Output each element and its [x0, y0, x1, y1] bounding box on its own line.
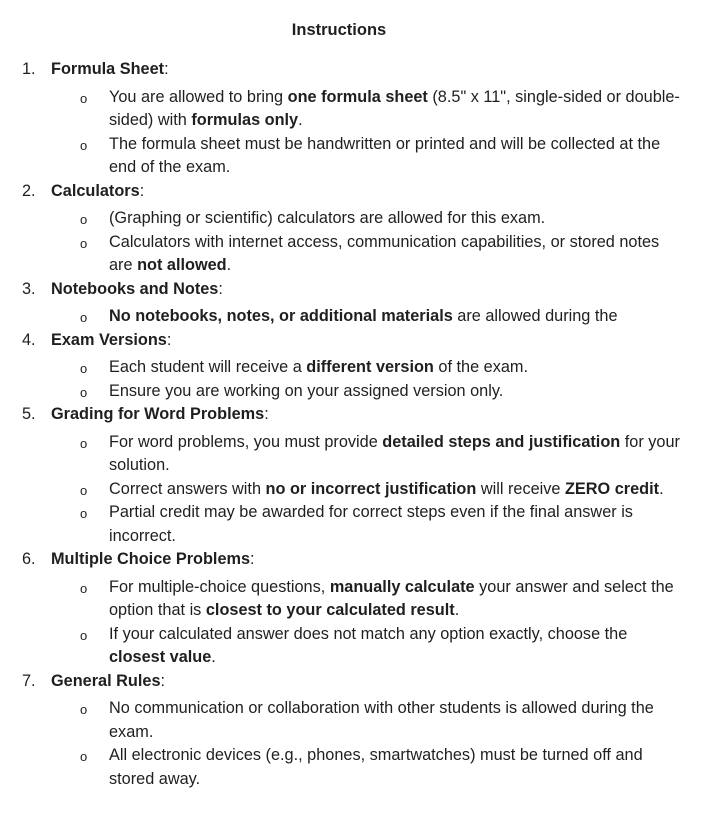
hollow-circle-bullet-icon: o	[80, 627, 88, 643]
text-run: .	[211, 648, 216, 666]
text-run: Ensure you are working on your assigned version only.	[109, 381, 504, 400]
bullet-item	[0, 380, 703, 404]
bullet-text	[109, 88, 680, 130]
hollow-circle-bullet-icon: o	[80, 361, 88, 376]
bullet-item	[0, 431, 703, 478]
bullet-text	[109, 625, 627, 667]
bold-text-run: no or incorrect justification	[265, 479, 477, 498]
section-heading-text: Exam Versions	[51, 330, 167, 349]
text-run: For word problems, you must provide	[109, 432, 383, 451]
bullet-item	[0, 623, 703, 670]
hollow-circle-bullet-icon: o	[80, 384, 88, 400]
bullet-item	[0, 501, 703, 548]
section-heading-text: Notebooks and Notes	[51, 279, 219, 298]
instruction-section	[0, 329, 703, 404]
bullet-item	[0, 86, 703, 133]
text-run: If your calculated answer does not match any option exactly, choose the	[109, 624, 628, 643]
section-heading-row	[0, 670, 703, 694]
bullet-text	[109, 135, 660, 177]
text-run: of the exam.	[433, 358, 528, 376]
text-run: will receive	[476, 479, 565, 498]
hollow-circle-bullet-icon: o	[80, 137, 88, 153]
bullet-list	[0, 82, 703, 180]
text-run: Each student will receive a	[109, 358, 307, 376]
instruction-section	[0, 403, 703, 548]
text-run: .	[226, 256, 232, 274]
bullet-item	[0, 207, 703, 231]
bullet-text	[109, 382, 503, 400]
instruction-section	[0, 278, 703, 329]
instruction-section	[0, 670, 703, 792]
bold-text-run: manually calculate	[329, 577, 475, 596]
bullet-item	[0, 356, 703, 380]
section-heading-text: Formula Sheet	[51, 60, 165, 78]
instruction-section	[0, 58, 703, 180]
section-heading-colon: :	[264, 405, 269, 423]
bullet-list	[0, 693, 703, 791]
hollow-circle-bullet-icon: o	[80, 702, 88, 717]
page-title: Instructions	[291, 21, 387, 39]
bullet-text	[109, 433, 680, 475]
hollow-circle-bullet-icon: o	[80, 749, 88, 764]
section-heading-colon: :	[139, 181, 145, 200]
section-number: 5.	[22, 405, 36, 423]
section-heading	[51, 180, 144, 204]
bullet-item	[0, 576, 703, 623]
bullet-text	[109, 233, 659, 275]
section-number: 3.	[22, 279, 36, 298]
section-number: 7.	[22, 671, 36, 690]
bullet-text	[109, 503, 633, 545]
bold-text-run: closest value	[109, 648, 212, 666]
text-run: your answer and select the option that is	[109, 577, 674, 619]
instruction-section	[0, 180, 703, 278]
bullet-list	[0, 352, 703, 403]
section-number: 2.	[22, 181, 36, 200]
text-run: .	[454, 601, 460, 619]
text-run: All electronic devices (e.g., phones, smartwatches) must be turned off and stored away.	[109, 746, 643, 788]
bold-text-run: detailed steps and justification	[382, 432, 621, 451]
bullet-text	[109, 358, 528, 376]
section-number: 4.	[22, 330, 36, 349]
bold-text-run: different version	[306, 358, 434, 376]
bullet-text	[109, 746, 643, 788]
bullet-text	[109, 307, 618, 325]
text-run: (8.5" x 11", single-sided or double-sided) with	[109, 87, 680, 129]
bold-text-run: ZERO credit	[564, 479, 660, 498]
text-run: You are allowed to bring	[109, 87, 288, 106]
instruction-section	[0, 548, 703, 670]
section-heading	[51, 329, 171, 353]
bold-text-run: No notebooks, notes, or additional materials	[109, 307, 453, 325]
section-heading-text: General Rules	[51, 671, 161, 690]
section-heading	[51, 58, 169, 82]
bullet-list	[0, 427, 703, 549]
text-run: are allowed during the	[452, 307, 618, 325]
bold-text-run: formulas only	[191, 111, 299, 129]
bold-text-run: closest to your calculated result	[205, 601, 455, 619]
bullet-item	[0, 305, 703, 329]
instructions-list	[0, 58, 703, 791]
section-heading	[51, 548, 255, 572]
section-heading-row	[0, 58, 703, 82]
section-heading-row	[0, 548, 703, 572]
hollow-circle-bullet-icon: o	[80, 235, 88, 251]
text-run: The formula sheet must be handwritten or printed and will be collected at the end of the exam.	[109, 134, 661, 176]
hollow-circle-bullet-icon: o	[80, 435, 88, 451]
section-heading	[51, 670, 165, 694]
section-heading-text: Grading for Word Problems	[51, 405, 265, 423]
text-run: for your solution.	[109, 432, 680, 474]
section-heading-row	[0, 329, 703, 353]
bold-text-run: one formula sheet	[287, 87, 428, 106]
text-run: .	[298, 111, 303, 129]
text-run: .	[659, 479, 664, 498]
bullet-list	[0, 301, 703, 329]
section-heading-text: Multiple Choice Problems	[51, 550, 251, 568]
section-heading	[51, 403, 269, 427]
bullet-item	[0, 231, 703, 278]
hollow-circle-bullet-icon: o	[80, 310, 88, 325]
bullet-item	[0, 478, 703, 502]
section-number: 6.	[22, 550, 36, 568]
section-heading-colon: :	[218, 279, 223, 298]
bold-text-run: not allowed	[137, 256, 227, 274]
bullet-text	[109, 578, 674, 620]
section-heading-text: Calculators	[51, 181, 140, 200]
hollow-circle-bullet-icon: o	[80, 212, 88, 227]
bullet-list	[0, 203, 703, 278]
text-run: Calculators with internet access, communication capabilities, or stored notes are	[109, 232, 660, 274]
section-heading-row	[0, 278, 703, 302]
section-heading	[51, 278, 223, 302]
text-run: Partial credit may be awarded for correct steps even if the final answer is incorrect.	[109, 503, 633, 545]
text-run: No communication or collaboration with other students is allowed during the exam.	[109, 699, 654, 741]
bullet-text	[109, 209, 545, 227]
bullet-text	[109, 480, 664, 498]
hollow-circle-bullet-icon: o	[80, 90, 88, 106]
hollow-circle-bullet-icon: o	[80, 482, 88, 498]
bullet-item	[0, 697, 703, 744]
hollow-circle-bullet-icon: o	[80, 506, 88, 521]
bullet-item	[0, 133, 703, 180]
hollow-circle-bullet-icon: o	[80, 580, 88, 596]
section-heading-colon: :	[250, 550, 255, 568]
text-run: For multiple-choice questions,	[109, 577, 330, 596]
text-run: (Graphing or scientific) calculators are allowed for this exam.	[109, 209, 546, 227]
section-heading-colon: :	[160, 671, 166, 690]
section-heading-colon: :	[166, 330, 172, 349]
bullet-list	[0, 572, 703, 670]
section-heading-row	[0, 403, 703, 427]
section-number: 1.	[22, 60, 36, 78]
section-heading-colon: :	[164, 60, 169, 78]
section-heading-row	[0, 180, 703, 204]
bullet-item	[0, 744, 703, 791]
bullet-text	[109, 699, 654, 741]
text-run: Correct answers with	[109, 479, 266, 498]
